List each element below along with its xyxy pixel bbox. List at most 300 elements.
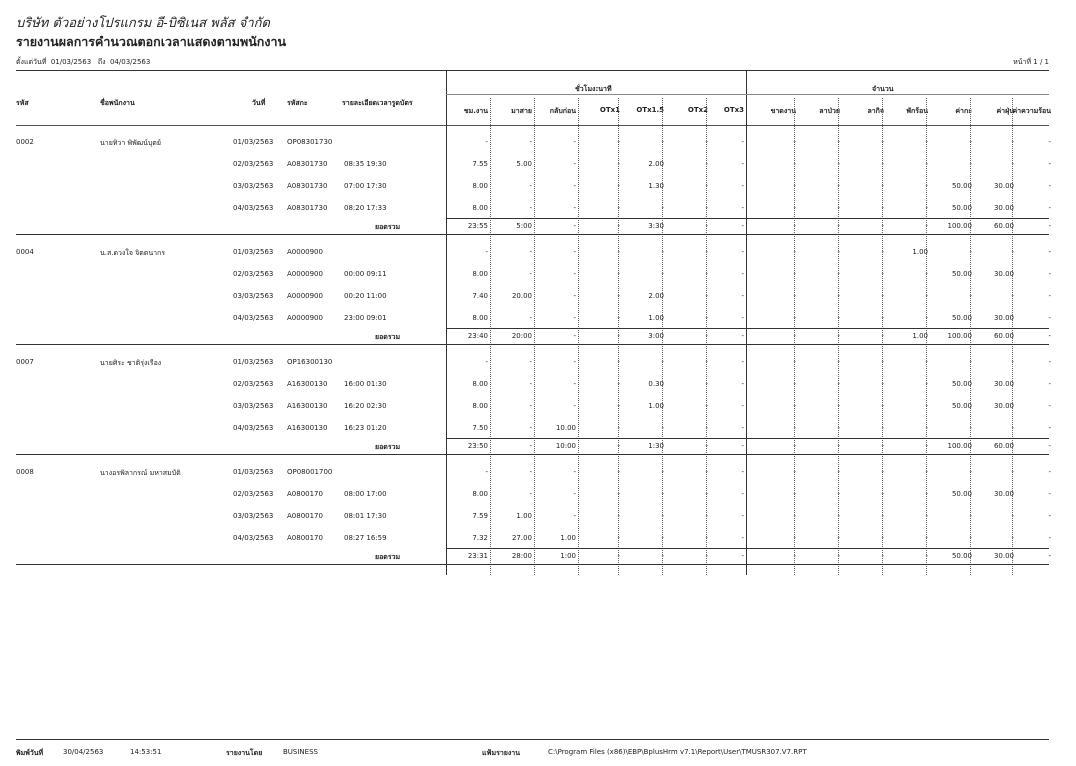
row-value: - [837, 358, 840, 366]
row-value: 30.00 [993, 314, 1014, 322]
employee-block-border [16, 564, 1049, 565]
total-value: - [573, 332, 576, 340]
row-value: 20.00 [511, 292, 532, 300]
row-value: - [1048, 358, 1051, 366]
row-value: - [837, 292, 840, 300]
row-value: - [925, 490, 928, 498]
row-value: - [573, 160, 576, 168]
total-value: - [881, 552, 884, 560]
total-value: 60.00 [993, 442, 1014, 450]
total-value: - [705, 332, 708, 340]
row-value: - [705, 358, 708, 366]
row-value: 8.00 [472, 490, 488, 498]
row-value: 1.00 [648, 314, 664, 322]
total-value: - [573, 222, 576, 230]
row-value: - [881, 358, 884, 366]
row-value: - [1048, 248, 1051, 256]
row-value: - [661, 270, 664, 278]
column-divider [534, 98, 535, 575]
row-value: - [705, 490, 708, 498]
row-value: - [1048, 490, 1051, 498]
total-value: 28:00 [511, 552, 532, 560]
row-value: - [837, 160, 840, 168]
row-date: 04/03/2563 [233, 534, 274, 542]
row-value: - [617, 512, 620, 520]
range-label: ตั้งแต่วันที่ [16, 58, 47, 66]
row-times: 08:00 17:00 [344, 490, 387, 498]
row-value: - [925, 292, 928, 300]
row-value: - [705, 292, 708, 300]
total-value: - [661, 552, 664, 560]
row-value: - [793, 314, 796, 322]
header-shift-code: รหัสกะ [287, 99, 308, 107]
row-value: - [705, 424, 708, 432]
date-to: 04/03/2563 [109, 58, 151, 66]
row-value: - [881, 490, 884, 498]
row-date: 04/03/2563 [233, 424, 274, 432]
total-value: - [1048, 552, 1051, 560]
report-title: รายงานผลการคำนวณตอกเวลาแสดงตามพนักงาน [16, 34, 287, 49]
row-value: - [969, 512, 972, 520]
row-value: 7.59 [472, 512, 488, 520]
total-value: 60.00 [993, 222, 1014, 230]
employee-block-border [16, 454, 1049, 455]
row-value: - [617, 160, 620, 168]
row-value: - [617, 292, 620, 300]
row-value: - [485, 358, 488, 366]
row-value: - [969, 468, 972, 476]
print-date-label: พิมพ์วันที่ [16, 749, 44, 757]
row-value: - [705, 204, 708, 212]
row-value: - [573, 468, 576, 476]
total-value: - [1048, 442, 1051, 450]
emp-code: 0002 [16, 138, 34, 146]
total-value: - [617, 222, 620, 230]
row-value: 30.00 [993, 380, 1014, 388]
row-value: 8.00 [472, 182, 488, 190]
row-value: - [661, 204, 664, 212]
row-value: - [741, 380, 744, 388]
page-number: หน้าที่ 1 / 1 [1013, 58, 1049, 66]
row-value: - [793, 138, 796, 146]
row-value: - [969, 292, 972, 300]
header-metric-3: OTx1 [599, 106, 620, 114]
row-value: - [741, 402, 744, 410]
row-value: - [705, 138, 708, 146]
file-label: แฟ้มรายงาน [482, 749, 521, 757]
row-value: - [925, 314, 928, 322]
row-value: 27.00 [511, 534, 532, 542]
row-shift: A08301730 [287, 160, 328, 168]
row-value: - [925, 358, 928, 366]
row-value: - [1011, 292, 1014, 300]
row-shift: A0800170 [287, 490, 323, 498]
row-value: - [741, 512, 744, 520]
row-value: - [573, 182, 576, 190]
total-value: 1:30 [648, 442, 664, 450]
header-metric-13: ค่าความร้อน [1012, 107, 1051, 115]
row-value: - [793, 160, 796, 168]
row-date: 02/03/2563 [233, 160, 274, 168]
total-value: - [705, 552, 708, 560]
row-value: - [661, 512, 664, 520]
row-value: - [573, 314, 576, 322]
row-times: 16:20 02:30 [344, 402, 387, 410]
row-value: - [837, 204, 840, 212]
row-value: - [741, 424, 744, 432]
row-value: - [485, 468, 488, 476]
report-by-label: รายงานโดย [226, 749, 263, 757]
row-value: - [925, 138, 928, 146]
row-shift: A16300130 [287, 380, 328, 388]
row-value: 30.00 [993, 490, 1014, 498]
row-shift: A16300130 [287, 424, 328, 432]
emp-name: นางอรพิลากรณ์ มหาสมบัติ [100, 469, 181, 477]
total-value: - [617, 552, 620, 560]
row-value: - [1048, 204, 1051, 212]
row-value: - [705, 248, 708, 256]
row-value: - [573, 248, 576, 256]
header-date: วันที่ [252, 99, 266, 107]
emp-code: 0004 [16, 248, 34, 256]
row-value: - [661, 138, 664, 146]
row-value: - [741, 160, 744, 168]
total-value: - [741, 552, 744, 560]
row-value: 50.00 [951, 490, 972, 498]
row-value: - [881, 292, 884, 300]
row-value: - [617, 402, 620, 410]
row-value: - [617, 204, 620, 212]
row-times: 23:00 09:01 [344, 314, 387, 322]
row-value: - [837, 248, 840, 256]
row-shift: A0000900 [287, 270, 323, 278]
row-value: - [881, 248, 884, 256]
header-metric-12: ค่าฝุ่น [996, 107, 1014, 115]
row-value: - [793, 358, 796, 366]
print-date: 30/04/2563 [63, 748, 104, 756]
header-metric-4: OTx1.5 [636, 106, 664, 114]
employee-block-border [16, 344, 1049, 345]
total-value: - [881, 222, 884, 230]
total-value: - [529, 442, 532, 450]
row-value: - [881, 380, 884, 388]
total-value: - [925, 442, 928, 450]
header-metric-2: กลับก่อน [549, 107, 576, 115]
row-value: - [741, 490, 744, 498]
row-value: - [705, 534, 708, 542]
total-value: 23:50 [467, 442, 488, 450]
row-value: - [969, 424, 972, 432]
row-value: - [1048, 534, 1051, 542]
total-value: 50.00 [951, 552, 972, 560]
row-value: - [1011, 248, 1014, 256]
row-date: 01/03/2563 [233, 138, 274, 146]
row-value: - [969, 534, 972, 542]
row-value: 1.00 [516, 512, 532, 520]
row-value: - [793, 534, 796, 542]
emp-code: 0007 [16, 358, 34, 366]
row-value: - [881, 534, 884, 542]
row-shift: A0800170 [287, 512, 323, 520]
total-value: - [705, 442, 708, 450]
row-value: - [1048, 314, 1051, 322]
row-value: 2.00 [648, 160, 664, 168]
row-value: - [837, 380, 840, 388]
row-value: - [705, 512, 708, 520]
company-name: บริษัท ตัวอย่างโปรแกรม อี-บิซิเนส พลัส จำกัด [16, 16, 270, 31]
row-times: 08:27 16:59 [344, 534, 387, 542]
row-value: - [529, 204, 532, 212]
row-value: - [661, 358, 664, 366]
row-value: - [793, 402, 796, 410]
row-times: 08:35 19:30 [344, 160, 387, 168]
row-value: - [529, 490, 532, 498]
date-range [16, 57, 150, 68]
row-date: 03/03/2563 [233, 182, 274, 190]
row-value: - [837, 490, 840, 498]
row-value: - [573, 292, 576, 300]
row-times: 08:20 17:33 [344, 204, 387, 212]
row-shift: A08301730 [287, 182, 328, 190]
row-value: 0.30 [648, 380, 664, 388]
row-value: - [925, 380, 928, 388]
file-path: C:\Program Files (x86)\EBP\BplusHrm v7.1\Report\User\TMUSR307.V7.RPT [548, 748, 807, 756]
row-value: - [881, 424, 884, 432]
row-value: - [881, 270, 884, 278]
row-value: 50.00 [951, 314, 972, 322]
total-value: 100.00 [947, 442, 972, 450]
row-value: - [881, 314, 884, 322]
row-value: 50.00 [951, 204, 972, 212]
row-value: - [661, 468, 664, 476]
header-metric-10: พักร้อน [906, 107, 928, 115]
header-metric-0: ชม.งาน [463, 107, 488, 115]
total-value: 10:00 [555, 442, 576, 450]
row-value: - [741, 204, 744, 212]
row-value: 50.00 [951, 402, 972, 410]
header-metric-11: ค่ากะ [955, 107, 972, 115]
row-value: 50.00 [951, 270, 972, 278]
row-value: 50.00 [951, 380, 972, 388]
row-value: - [485, 248, 488, 256]
row-value: - [969, 138, 972, 146]
row-value: - [617, 182, 620, 190]
total-value: - [705, 222, 708, 230]
row-shift: A0800170 [287, 534, 323, 542]
row-value: - [793, 182, 796, 190]
row-value: - [793, 512, 796, 520]
total-value: 100.00 [947, 332, 972, 340]
row-value: 8.00 [472, 314, 488, 322]
row-value: 7.32 [472, 534, 488, 542]
total-value: 5:00 [516, 222, 532, 230]
row-value: - [529, 402, 532, 410]
row-value: - [529, 424, 532, 432]
row-value: - [925, 182, 928, 190]
row-value: - [573, 270, 576, 278]
row-value: - [881, 204, 884, 212]
sum-label: ยอดรวม [375, 223, 401, 231]
total-value: 60.00 [993, 332, 1014, 340]
group-count-header: จำนวน [872, 85, 894, 93]
subtotal-divider [446, 548, 1049, 549]
total-value: 1.00 [912, 332, 928, 340]
row-shift: OP16300130 [287, 358, 333, 366]
total-value: - [793, 552, 796, 560]
row-date: 02/03/2563 [233, 490, 274, 498]
row-times: 16:00 01:30 [344, 380, 387, 388]
row-value: - [1048, 270, 1051, 278]
row-value: - [1048, 424, 1051, 432]
row-value: - [529, 314, 532, 322]
row-date: 03/03/2563 [233, 292, 274, 300]
row-value: - [705, 314, 708, 322]
total-value: - [617, 442, 620, 450]
row-shift: A0000900 [287, 314, 323, 322]
row-value: - [617, 358, 620, 366]
row-value: 1.30 [648, 182, 664, 190]
row-value: - [705, 468, 708, 476]
row-value: - [529, 270, 532, 278]
total-value: - [837, 222, 840, 230]
total-value: - [837, 442, 840, 450]
row-date: 01/03/2563 [233, 248, 274, 256]
row-value: - [1011, 138, 1014, 146]
row-value: 1.00 [648, 402, 664, 410]
print-time: 14:53:51 [130, 748, 162, 756]
row-value: - [837, 270, 840, 278]
total-value: - [1048, 222, 1051, 230]
row-value: - [529, 358, 532, 366]
sum-label: ยอดรวม [375, 443, 401, 451]
header-metric-9: ลากิจ [867, 107, 884, 115]
row-times: 16:23 01:20 [344, 424, 387, 432]
row-date: 02/03/2563 [233, 270, 274, 278]
emp-name: นายทิวา พิพัฒน์บุตย์ [100, 139, 161, 147]
total-value: - [741, 442, 744, 450]
row-value: - [661, 534, 664, 542]
row-value: - [925, 468, 928, 476]
row-value: - [705, 270, 708, 278]
row-value: - [925, 270, 928, 278]
row-value: - [969, 248, 972, 256]
row-value: - [617, 248, 620, 256]
row-value: - [793, 204, 796, 212]
row-value: - [741, 314, 744, 322]
row-value: - [793, 380, 796, 388]
row-value: - [529, 138, 532, 146]
row-value: - [617, 468, 620, 476]
row-value: - [1011, 160, 1014, 168]
row-value: - [705, 380, 708, 388]
row-shift: A0000900 [287, 248, 323, 256]
row-value: - [1048, 160, 1051, 168]
row-value: 5.00 [516, 160, 532, 168]
row-value: - [741, 358, 744, 366]
total-value: - [1048, 332, 1051, 340]
header-metric-8: ลาป่วย [819, 107, 840, 115]
row-value: - [925, 402, 928, 410]
row-date: 04/03/2563 [233, 204, 274, 212]
row-value: - [1011, 358, 1014, 366]
row-value: 30.00 [993, 182, 1014, 190]
row-value: - [1048, 292, 1051, 300]
row-value: - [741, 270, 744, 278]
row-value: - [881, 512, 884, 520]
row-value: - [617, 314, 620, 322]
row-value: - [793, 248, 796, 256]
row-value: - [705, 160, 708, 168]
row-value: - [573, 380, 576, 388]
emp-code: 0008 [16, 468, 34, 476]
row-shift: A0000900 [287, 292, 323, 300]
row-value: - [617, 270, 620, 278]
header-metric-5: OTx2 [687, 106, 708, 114]
row-value: - [1011, 468, 1014, 476]
group-header-underline [446, 94, 1049, 95]
total-value: - [617, 332, 620, 340]
row-value: - [1048, 402, 1051, 410]
date-from: 01/03/2563 [50, 58, 92, 66]
row-date: 03/03/2563 [233, 402, 274, 410]
report-by: BUSINESS [283, 748, 318, 756]
row-value: - [617, 490, 620, 498]
total-value: - [925, 552, 928, 560]
row-value: - [661, 424, 664, 432]
row-value: - [837, 424, 840, 432]
header-card-detail: รายละเอียดเวลารูดบัตร [342, 99, 413, 107]
row-value: - [1011, 424, 1014, 432]
row-value: 30.00 [993, 204, 1014, 212]
row-value: - [529, 380, 532, 388]
footer-divider [16, 739, 1049, 740]
total-value: - [837, 552, 840, 560]
row-value: 8.00 [472, 380, 488, 388]
row-value: - [1048, 468, 1051, 476]
row-value: - [1048, 512, 1051, 520]
total-value: - [793, 222, 796, 230]
row-value: - [925, 204, 928, 212]
total-value: - [925, 222, 928, 230]
total-value: 30.00 [993, 552, 1014, 560]
row-value: - [573, 204, 576, 212]
row-date: 01/03/2563 [233, 358, 274, 366]
row-value: 7.55 [472, 160, 488, 168]
header-metric-6: OTx3 [723, 106, 744, 114]
header-emp-name: ชื่อพนักงาน [100, 99, 135, 107]
row-value: - [1048, 138, 1051, 146]
row-value: - [573, 402, 576, 410]
row-value: - [793, 490, 796, 498]
row-value: 8.00 [472, 402, 488, 410]
row-value: - [837, 534, 840, 542]
row-value: - [617, 534, 620, 542]
subtotal-divider [446, 328, 1049, 329]
row-date: 02/03/2563 [233, 380, 274, 388]
row-times: 08:01 17:30 [344, 512, 387, 520]
row-value: - [925, 534, 928, 542]
row-value: - [793, 292, 796, 300]
subtotal-divider [446, 218, 1049, 219]
row-value: 2.00 [648, 292, 664, 300]
row-shift: A16300130 [287, 402, 328, 410]
row-shift: A08301730 [287, 204, 328, 212]
row-times: 07:00 17:30 [344, 182, 387, 190]
total-value: 1:00 [560, 552, 576, 560]
hours-group-divider [446, 70, 447, 575]
row-value: - [573, 358, 576, 366]
header-metric-7: ขาดงาน [770, 107, 796, 115]
